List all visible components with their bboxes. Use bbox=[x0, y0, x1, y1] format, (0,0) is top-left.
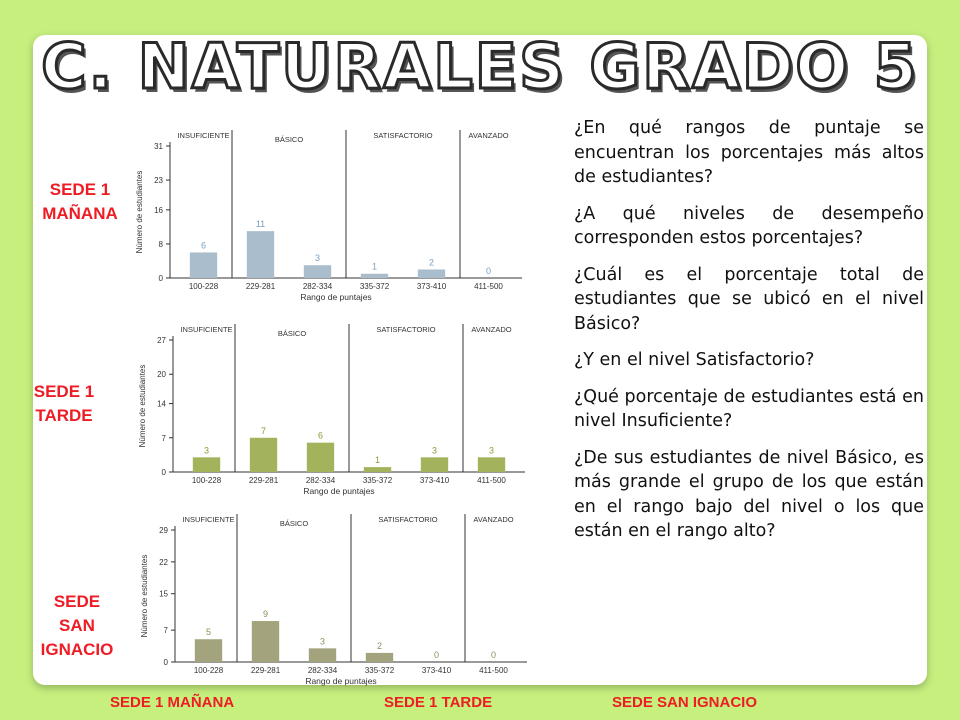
bar bbox=[247, 231, 274, 278]
bar-value-label: 0 bbox=[485, 266, 492, 276]
questions-list bbox=[574, 116, 924, 556]
sede-label-line: MAÑANA bbox=[42, 204, 118, 223]
y-axis-label: Número de estudiantes bbox=[140, 554, 149, 638]
bar bbox=[252, 621, 279, 662]
level-header: SATISFACTORIO bbox=[378, 515, 438, 524]
level-header: INSUFICIENTE bbox=[177, 131, 230, 140]
x-tick-label: 229-281 bbox=[250, 666, 281, 675]
x-axis-label: Rango de puntajes bbox=[305, 676, 377, 686]
x-tick-label: 100-228 bbox=[193, 666, 224, 675]
sede-label-line: TARDE bbox=[35, 406, 93, 425]
question-text: ¿Cuál es el porcentaje total de estudiantes que se ubicó en el nivel Básico? bbox=[574, 264, 924, 334]
bar bbox=[309, 648, 336, 662]
bar-value-label: 1 bbox=[374, 455, 381, 466]
bar-value-label: 11 bbox=[255, 219, 266, 230]
bar-value-label: 5 bbox=[205, 627, 212, 638]
bar-value-label: 6 bbox=[200, 240, 207, 251]
sede-label-line: SAN bbox=[59, 616, 95, 635]
bar-value-label: 3 bbox=[314, 253, 321, 264]
bar bbox=[304, 265, 331, 278]
bar bbox=[250, 438, 277, 472]
x-tick-label: 229-281 bbox=[245, 282, 276, 291]
question-text: ¿Qué porcentaje de estudiantes está en nivel Insuficiente? bbox=[574, 386, 924, 431]
footer-label-san-ignacio: SEDE SAN IGNACIO bbox=[612, 694, 758, 711]
question-text: ¿A qué niveles de desempeño corresponden estos porcentajes? bbox=[574, 203, 924, 248]
y-tick-label: 0 bbox=[161, 468, 166, 477]
bar bbox=[421, 457, 448, 472]
bar-value-label: 6 bbox=[317, 430, 324, 441]
sede-label-line: SEDE 1 bbox=[49, 180, 111, 199]
level-header: AVANZADO bbox=[471, 325, 512, 334]
level-header: SATISFACTORIO bbox=[373, 131, 433, 140]
level-header: INSUFICIENTE bbox=[180, 325, 233, 334]
bar-value-label: 0 bbox=[433, 650, 440, 660]
question-text: ¿De sus estudiantes de nivel Básico, es más grande el grupo de los que están en el rango bajo del nivel o los que están en el rango alto? bbox=[574, 447, 924, 541]
x-tick-label: 100-228 bbox=[188, 282, 219, 291]
chart-sede-1-manana bbox=[132, 128, 572, 308]
bar-value-label: 2 bbox=[376, 640, 383, 651]
sede-label-san-ignacio bbox=[27, 590, 127, 662]
level-header: AVANZADO bbox=[468, 131, 509, 140]
bar-value-label: 3 bbox=[488, 445, 495, 456]
footer-label-manana: SEDE 1 MAÑANA bbox=[110, 694, 235, 711]
x-tick-label: 100-228 bbox=[191, 476, 222, 485]
x-tick-label: 335-372 bbox=[359, 282, 390, 291]
y-tick-label: 7 bbox=[161, 433, 166, 443]
bar-value-label: 7 bbox=[260, 425, 267, 436]
bar bbox=[195, 639, 222, 662]
bar bbox=[307, 443, 334, 472]
bar-value-label: 1 bbox=[371, 261, 378, 272]
bar bbox=[478, 457, 505, 472]
y-tick-label: 0 bbox=[158, 274, 163, 283]
bar-value-label: 0 bbox=[490, 650, 497, 660]
bar-value-label: 3 bbox=[431, 445, 438, 456]
y-tick-label: 22 bbox=[159, 557, 168, 567]
level-header: BÁSICO bbox=[274, 135, 304, 144]
x-axis-label: Rango de puntajes bbox=[300, 292, 372, 302]
level-header: BÁSICO bbox=[279, 519, 309, 528]
question-text: ¿En qué rangos de puntaje se encuentran los porcentajes más altos de estudiantes? bbox=[574, 118, 924, 187]
question-text: ¿Y en el nivel Satisfactorio? bbox=[574, 350, 815, 370]
x-tick-label: 411-500 bbox=[474, 282, 503, 291]
sede-label-manana bbox=[30, 178, 130, 226]
y-tick-label: 31 bbox=[154, 142, 163, 151]
x-tick-label: 229-281 bbox=[248, 476, 279, 485]
bar-value-label: 3 bbox=[203, 445, 210, 456]
sede-label-line: SEDE 1 bbox=[33, 382, 95, 401]
bar-value-label: 3 bbox=[319, 636, 326, 647]
sede-label-line: IGNACIO bbox=[40, 640, 114, 659]
chart-sede-san-ignacio bbox=[137, 512, 577, 692]
x-tick-label: 335-372 bbox=[362, 476, 393, 485]
x-tick-label: 373-410 bbox=[421, 666, 452, 675]
y-tick-label: 20 bbox=[157, 370, 166, 380]
bar bbox=[364, 467, 391, 472]
x-tick-label: 335-372 bbox=[364, 666, 395, 675]
x-tick-label: 411-500 bbox=[479, 666, 508, 675]
chart-sede-1-tarde bbox=[135, 322, 575, 502]
y-tick-label: 0 bbox=[163, 658, 168, 667]
y-tick-label: 14 bbox=[157, 399, 166, 409]
y-tick-label: 27 bbox=[157, 336, 166, 345]
x-tick-label: 411-500 bbox=[477, 476, 506, 485]
sede-label-line: SEDE bbox=[53, 592, 101, 611]
x-tick-label: 373-410 bbox=[419, 476, 450, 485]
y-tick-label: 8 bbox=[158, 239, 163, 249]
y-tick-label: 15 bbox=[159, 589, 168, 599]
level-header: INSUFICIENTE bbox=[182, 515, 235, 524]
x-axis-label: Rango de puntajes bbox=[303, 486, 375, 496]
y-axis-label: Número de estudiantes bbox=[135, 170, 144, 254]
x-tick-label: 282-334 bbox=[305, 476, 336, 485]
level-header: BÁSICO bbox=[277, 329, 307, 338]
y-tick-label: 16 bbox=[154, 205, 163, 215]
bar bbox=[361, 274, 388, 278]
y-tick-label: 7 bbox=[163, 626, 168, 636]
bar bbox=[193, 457, 220, 472]
level-header: AVANZADO bbox=[473, 515, 514, 524]
y-axis-label: Número de estudiantes bbox=[138, 364, 147, 448]
y-tick-label: 29 bbox=[159, 526, 168, 535]
bar-value-label: 9 bbox=[262, 609, 269, 620]
bar bbox=[190, 252, 217, 278]
x-tick-label: 282-334 bbox=[307, 666, 338, 675]
bar-value-label: 2 bbox=[428, 257, 435, 268]
bar bbox=[418, 269, 445, 278]
level-header: SATISFACTORIO bbox=[376, 325, 436, 334]
footer-label-tarde: SEDE 1 TARDE bbox=[384, 694, 493, 711]
sede-label-tarde bbox=[14, 380, 114, 428]
x-tick-label: 282-334 bbox=[302, 282, 333, 291]
y-tick-label: 23 bbox=[154, 176, 163, 186]
x-tick-label: 373-410 bbox=[416, 282, 447, 291]
page-title: C. NATURALES GRADO 5 bbox=[41, 30, 919, 103]
bar bbox=[366, 653, 393, 662]
